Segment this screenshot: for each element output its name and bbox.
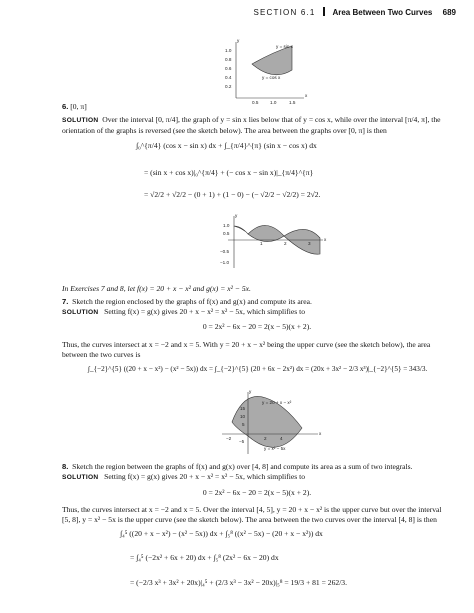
y-tick: 15 (240, 406, 246, 411)
equation: = (sin x + cos x)|₀^{π/4} + (− cos x − sin x)|_{π/4}^{π} (144, 168, 314, 177)
solution-text: Thus, the curves intersect at x = −2 and x = 5. With y = 20 + x − x² being the upper curve (see the sketch below), the area (62, 340, 431, 349)
header-divider (323, 7, 325, 16)
y-tick: 0.2 (225, 84, 232, 89)
shaded-region (252, 46, 292, 75)
solution-label: SOLUTION (62, 309, 99, 316)
exercise-prompt: Sketch the region enclosed by the graphs of f(x) and g(x) and compute its area. (72, 297, 312, 306)
solution-text: Thus, the curves intersect at x = −2 and x = 5. Over the interval [4, 5], y = 20 + x − x² is the upper curve but over the interval (62, 505, 442, 514)
y-tick: 10 (240, 414, 246, 419)
running-header (253, 7, 456, 17)
exercise-number: 8. (62, 462, 69, 471)
exercise-6-solution (62, 115, 452, 136)
x-tick: 1.0 (270, 100, 277, 105)
exercise-7-text (62, 340, 452, 360)
exercise-prompt: Sketch the region between the graphs of f(x) and g(x) over [4, 8] and compute its area as a sum of two integrals. (72, 462, 413, 471)
y-tick: 0.8 (225, 57, 232, 62)
section-number: SECTION 6.1 (253, 8, 316, 17)
x-tick: −2 (226, 436, 232, 441)
y-axis-label: y (235, 213, 238, 218)
y-tick: −0.5 (220, 249, 230, 254)
x-axis-label: x (324, 237, 327, 242)
page-number: 689 (442, 8, 456, 17)
exercise-8 (62, 462, 452, 483)
equation: 0 = 2x² − 6x − 20 = 2(x − 5)(x + 2). (202, 488, 312, 497)
equation: ∫₄⁵ ((20 + x − x²) − (x² − 5x)) dx + ∫₅⁸ ((x² − 5x) − (20 + x − x²)) dx (120, 529, 323, 538)
x-tick: 4 (280, 436, 283, 441)
x-tick: 1.5 (289, 100, 296, 105)
y-tick: 0.5 (223, 231, 230, 236)
equation: ∫₀^{π/4} (cos x − sin x) dx + ∫_{π/4}^{π} (sin x − cos x) dx (136, 141, 317, 150)
solution-label: SOLUTION (62, 117, 99, 124)
curve-label: y = x² − 5x (264, 446, 286, 451)
y-tick: 0.4 (225, 75, 232, 80)
exercises-intro: In Exercises 7 and 8, let f(x) = 20 + x − x² and g(x) = x² − 5x. (62, 284, 251, 293)
y-axis-label: y (249, 389, 252, 394)
curve-label: y = sin x (276, 44, 293, 49)
solution-text: Setting f(x) = g(x) gives 20 + x − x² = x² − 5x, which simplifies to (104, 472, 305, 481)
equation: = ∫₄⁵ (−2x² + 6x + 20) dx + ∫₅⁸ (2x² − 6x − 20) dx (130, 553, 279, 562)
y-tick: −1.0 (220, 260, 230, 265)
x-axis-label: x (305, 93, 308, 98)
equation: = √2/2 + √2/2 − (0 + 1) + (1 − 0) − (− √2/2 − √2/2) = 2√2. (144, 190, 321, 199)
x-axis-label: x (319, 431, 322, 436)
y-tick: −5 (239, 439, 245, 444)
x-tick: 3 (308, 241, 311, 246)
y-tick: 5 (242, 422, 245, 427)
exercise-number: 7. (62, 297, 69, 306)
y-tick: 1.0 (225, 48, 232, 53)
curve-label: y = 20 + x − x² (262, 400, 292, 405)
y-tick: 1.0 (223, 223, 230, 228)
section-title: Area Between Two Curves (332, 8, 433, 17)
exercise-6-heading (62, 102, 87, 112)
exercise-number: 6. (62, 102, 69, 111)
solution-label: SOLUTION (62, 474, 99, 481)
x-tick: 0.5 (252, 100, 259, 105)
y-axis-label: y (237, 38, 240, 43)
solution-text: Setting f(x) = g(x) gives 20 + x − x² = x² − 5x, which simplifies to (104, 307, 305, 316)
equation: = (−2/3 x³ + 3x² + 20x)|₄⁵ + (2/3 x³ − 3x² − 20x)|₅⁸ = 19/3 + 81 = 262/3. (130, 578, 348, 587)
exercise-interval: [0, π] (70, 102, 87, 111)
equation: ∫_{−2}^{5} ((20 + x − x²) − (x² − 5x)) dx = ∫_{−2}^{5} (20 + 6x − 2x²) dx = (20x + 3x² − 2/3 x³)|_{−2}^{5} = 343/3. (88, 365, 428, 373)
solution-text: Over the interval [0, π/4], the graph of y = sin x lies below that of y = cos x, while over the interval [π/4, π], the (102, 115, 441, 124)
x-tick: 2 (264, 436, 267, 441)
solution-text: [5, 8], y = x² − 5x is the upper curve (see the sketch below). The area between the two curves over the interval [4, 8] is then (62, 515, 437, 524)
x-tick: 1 (260, 241, 263, 246)
curve-label: y = cos x (262, 75, 281, 80)
solution-text: orientation of the graphs is reversed (see the sketch below). The area between the graphs over [0, π] is then (62, 126, 387, 135)
x-tick: 2 (284, 241, 287, 246)
exercise-8-text (62, 505, 452, 525)
solution-text: between the two curves is (62, 350, 141, 359)
y-tick: 0.6 (225, 66, 232, 71)
figure-sin-cos-first-quadrant (225, 38, 308, 105)
figure-parabolas-region (222, 389, 322, 458)
exercise-7 (62, 297, 452, 318)
figure-sin-cos-zero-to-pi (220, 213, 327, 270)
equation: 0 = 2x² − 6x − 20 = 2(x − 5)(x + 2). (202, 322, 312, 331)
